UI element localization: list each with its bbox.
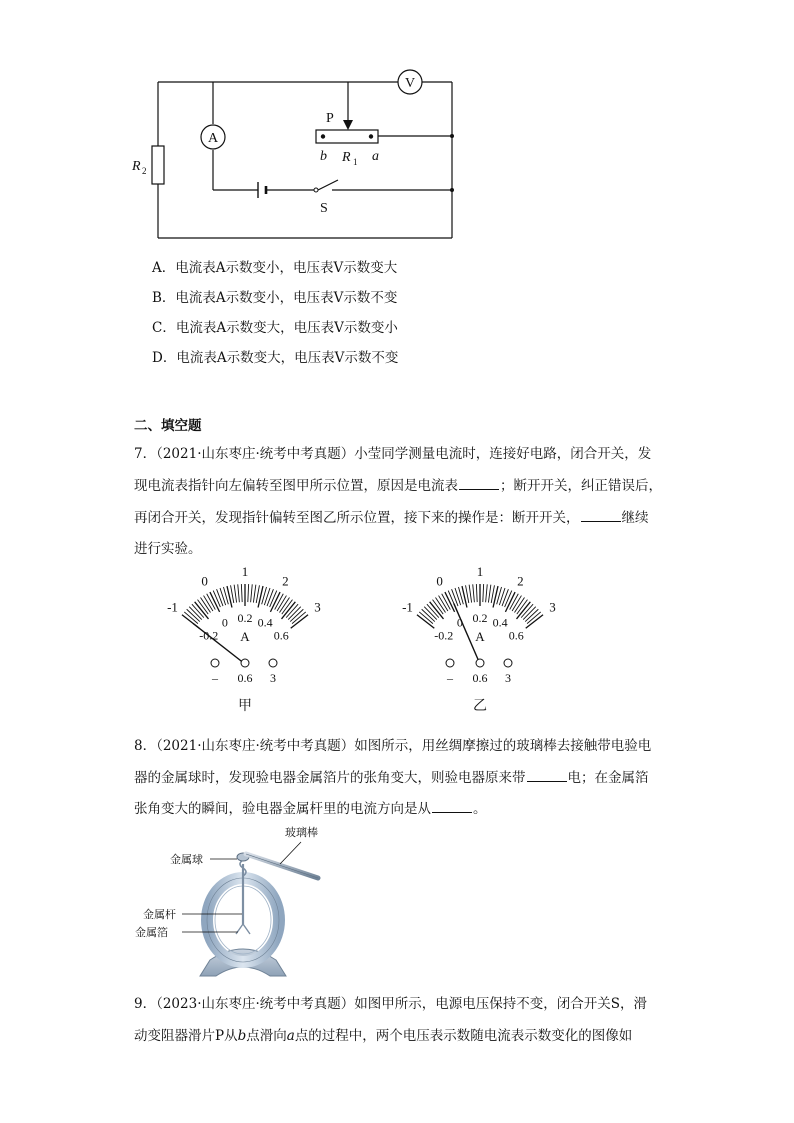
unit-label: A	[475, 629, 485, 644]
label-metal-stem: 金属杆	[143, 908, 176, 921]
terminal-0.6	[476, 659, 484, 667]
end-b-label: b	[320, 149, 327, 164]
dial-tick	[256, 585, 259, 603]
outer-tick-label: 1	[241, 566, 249, 579]
option-a[interactable]: A．电流表A示数变小，电压表V示数变大	[152, 260, 398, 276]
slider-label: P	[326, 111, 334, 126]
terminal-negative	[446, 659, 454, 667]
dial-tick	[270, 591, 277, 608]
metal-foil	[236, 924, 250, 934]
inner-tick-label: -0.2	[434, 628, 454, 643]
electroscope-figure	[130, 820, 350, 985]
end-a-label: a	[372, 149, 379, 164]
outer-tick-label: 3	[549, 599, 556, 615]
dial-tick	[469, 585, 471, 603]
outer-tick-label: -1	[167, 599, 178, 615]
dial-tick	[476, 584, 477, 602]
label-metal-foil: 金属箔	[135, 926, 168, 939]
dial-tick	[231, 585, 234, 603]
dial-tick	[238, 584, 240, 602]
option-c[interactable]: C．电流表A示数变大，电压表V示数变小	[152, 320, 398, 336]
inner-tick-label: 0	[456, 615, 463, 630]
q8-line-3: 张角变大的瞬间，验电器金属杆里的电流方向是从 。	[134, 801, 487, 817]
ammeter-label: A	[207, 131, 219, 146]
inner-tick-label: 0.6	[508, 628, 524, 643]
label-glass-rod: 玻璃棒	[285, 826, 318, 839]
unit-label: A	[240, 629, 250, 644]
terminal-label: 0.6	[472, 671, 488, 685]
terminal-3	[269, 659, 277, 667]
outer-tick-label: 0	[201, 573, 208, 589]
inner-tick-label: -0.2	[199, 628, 219, 643]
q9-line-2: 动变阻器滑片P从b点滑向a点的过程中，两个电压表示数随电流表示数变化的图像如	[134, 1028, 633, 1044]
dial-tick	[486, 584, 488, 602]
meter-caption: 乙	[473, 698, 487, 714]
rheostat-subscript: 1	[353, 157, 358, 167]
rheostat-label: R	[342, 150, 351, 165]
dial-tick	[217, 589, 223, 606]
dial-tick	[253, 585, 255, 603]
terminal-label: –	[447, 671, 453, 685]
dial-tick	[248, 584, 249, 602]
q8-answer-blank-2[interactable]	[432, 801, 472, 813]
q8-line-1: 8．（2021·山东枣庄·统考中考真题）如图所示，用丝绸摩擦过的玻璃棒去接触带电验电	[134, 738, 652, 754]
q8-answer-blank-1[interactable]	[527, 770, 567, 782]
terminal-0.6	[241, 659, 249, 667]
dial-tick	[234, 585, 236, 603]
dial-tick	[291, 615, 308, 629]
dial-tick	[251, 584, 253, 602]
q7-answer-blank-1[interactable]	[459, 478, 499, 490]
q7-line-2: 现电流表指针向左偏转至图甲所示位置，原因是电流表 ；断开开关，纠正错误后，	[134, 478, 662, 494]
dial-tick	[213, 591, 220, 608]
inner-tick-label: 0	[221, 615, 228, 630]
dial-tick	[526, 615, 543, 629]
terminal-label: 0.6	[237, 671, 253, 685]
option-d[interactable]: D．电流表A示数变大，电压表V示数不变	[152, 350, 399, 366]
terminal-label: –	[212, 671, 218, 685]
meter-caption: 甲	[238, 698, 252, 714]
dial-tick	[488, 585, 490, 603]
dial-tick	[483, 584, 484, 602]
inner-tick-label: 0.4	[257, 615, 273, 630]
resistor-subscript: 2	[142, 166, 147, 176]
outer-tick-label: 0	[436, 573, 443, 589]
dial-tick	[267, 589, 273, 606]
switch-label: S	[320, 201, 328, 216]
outer-tick-label: 1	[476, 566, 484, 579]
circuit-diagram	[120, 60, 480, 245]
dial-tick	[505, 591, 512, 608]
option-b[interactable]: B．电流表A示数变小，电压表V示数不变	[152, 290, 398, 306]
outer-tick-label: 2	[282, 573, 289, 589]
label-metal-ball: 金属球	[170, 853, 203, 866]
terminal-label: 3	[505, 671, 511, 685]
outer-tick-label: -1	[402, 599, 413, 615]
inner-tick-label: 0.4	[492, 615, 508, 630]
q7-answer-blank-2[interactable]	[581, 510, 621, 522]
q9-line-1: 9．（2023·山东枣庄·统考中考真题）如图甲所示，电源电压保持不变，闭合开关S，滑	[134, 996, 648, 1012]
q8-line-2: 器的金属球时，发现验电器金属箔片的张角变大，则验电器原来带 电；在金属箔	[134, 770, 649, 786]
dial-tick	[491, 585, 494, 603]
resistor-r2	[152, 146, 164, 184]
q7-line-1: 7．（2021·山东枣庄·统考中考真题）小莹同学测量电流时，连接好电路，闭合开关，发	[134, 446, 652, 462]
ammeter-dial-yi	[365, 566, 595, 718]
ammeter-dial-jia	[130, 566, 360, 718]
outer-tick-label: 3	[314, 599, 321, 615]
rheostat-r1	[316, 130, 378, 143]
inner-tick-label: 0.2	[237, 611, 253, 625]
dial-tick	[502, 589, 508, 606]
terminal-negative	[211, 659, 219, 667]
dial-tick	[452, 589, 458, 606]
voltmeter-label: V	[404, 76, 416, 91]
section-title: 二、填空题	[134, 418, 202, 434]
resistor-label: R	[132, 159, 141, 174]
terminal-label: 3	[270, 671, 276, 685]
dial-tick	[466, 585, 469, 603]
terminal-3	[504, 659, 512, 667]
dial-tick	[473, 584, 475, 602]
q7-line-4: 进行实验。	[134, 541, 202, 557]
dial-tick	[241, 584, 242, 602]
inner-tick-label: 0.2	[472, 611, 488, 625]
dial-tick	[417, 615, 434, 629]
inner-tick-label: 0.6	[273, 628, 289, 643]
outer-tick-label: 2	[517, 573, 524, 589]
q7-line-3: 再闭合开关，发现指针偏转至图乙所示位置，接下来的操作是：断开开关， 继续	[134, 510, 649, 526]
